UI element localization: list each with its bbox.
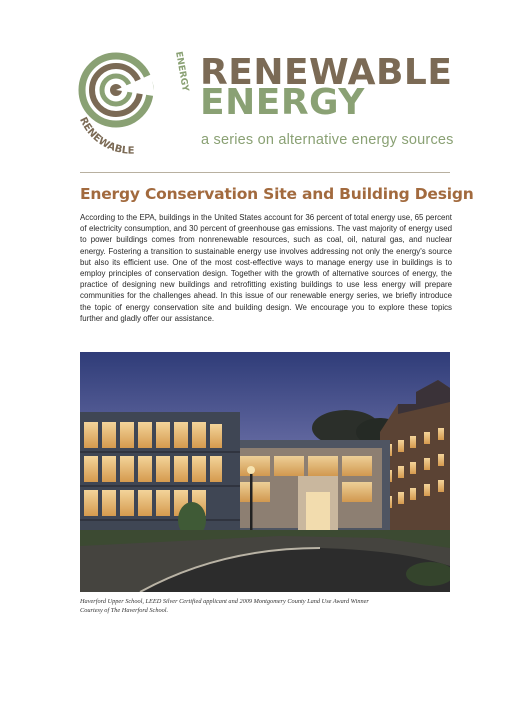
series-subtitle: a series on alternative energy sources bbox=[201, 132, 454, 148]
header-divider bbox=[80, 172, 450, 173]
renewable-energy-logo bbox=[72, 44, 190, 162]
svg-text:ENERGY: ENERGY bbox=[173, 50, 190, 93]
building-photo bbox=[80, 352, 450, 592]
series-title bbox=[200, 52, 453, 123]
photo-caption-line1: Haverford Upper School, LEED Silver Certified applicant and 2009 Montgomery County Land Use Award Winner bbox=[80, 598, 369, 605]
article-body: According to the EPA, buildings in the United States account for 36 percent of total energy use, 65 percent of electricity consumption, and 30 percent of greenhouse gas emissions. The vast majority of energy used to power buildings comes from nonrenewable resources, such as coal, oil, natural gas, and nuclear energy. Fostering a transition to sustainable energy use involves addressing not only the energy's source but also its efficient use. One of the most cost-effective ways to manage energy use in buildings is to employ principles of conservation design. Together with the growth of alternative sources of energy, the practice of designing new buildings and retrofitting existing buildings to use less energy will prepare communities for the challenges ahead. In this issue of our renewable energy series, we briefly introduce the topic of energy conservation site and building design. We encourage you to explore these topics further and gladly offer our assistance. bbox=[80, 213, 452, 323]
svg-text:RENEWABLE: RENEWABLE bbox=[76, 115, 135, 157]
series-title-line2: ENERGY bbox=[200, 82, 365, 123]
logo-swirl-icon bbox=[72, 44, 190, 162]
photo-caption bbox=[80, 598, 460, 615]
building-photo-illustration bbox=[80, 352, 450, 592]
series-title-line1: RENEWABLE bbox=[200, 52, 453, 93]
photo-caption-line2: Courtesy of The Haverford School. bbox=[80, 606, 169, 614]
article-heading: Energy Conservation Site and Building Design bbox=[80, 185, 474, 203]
